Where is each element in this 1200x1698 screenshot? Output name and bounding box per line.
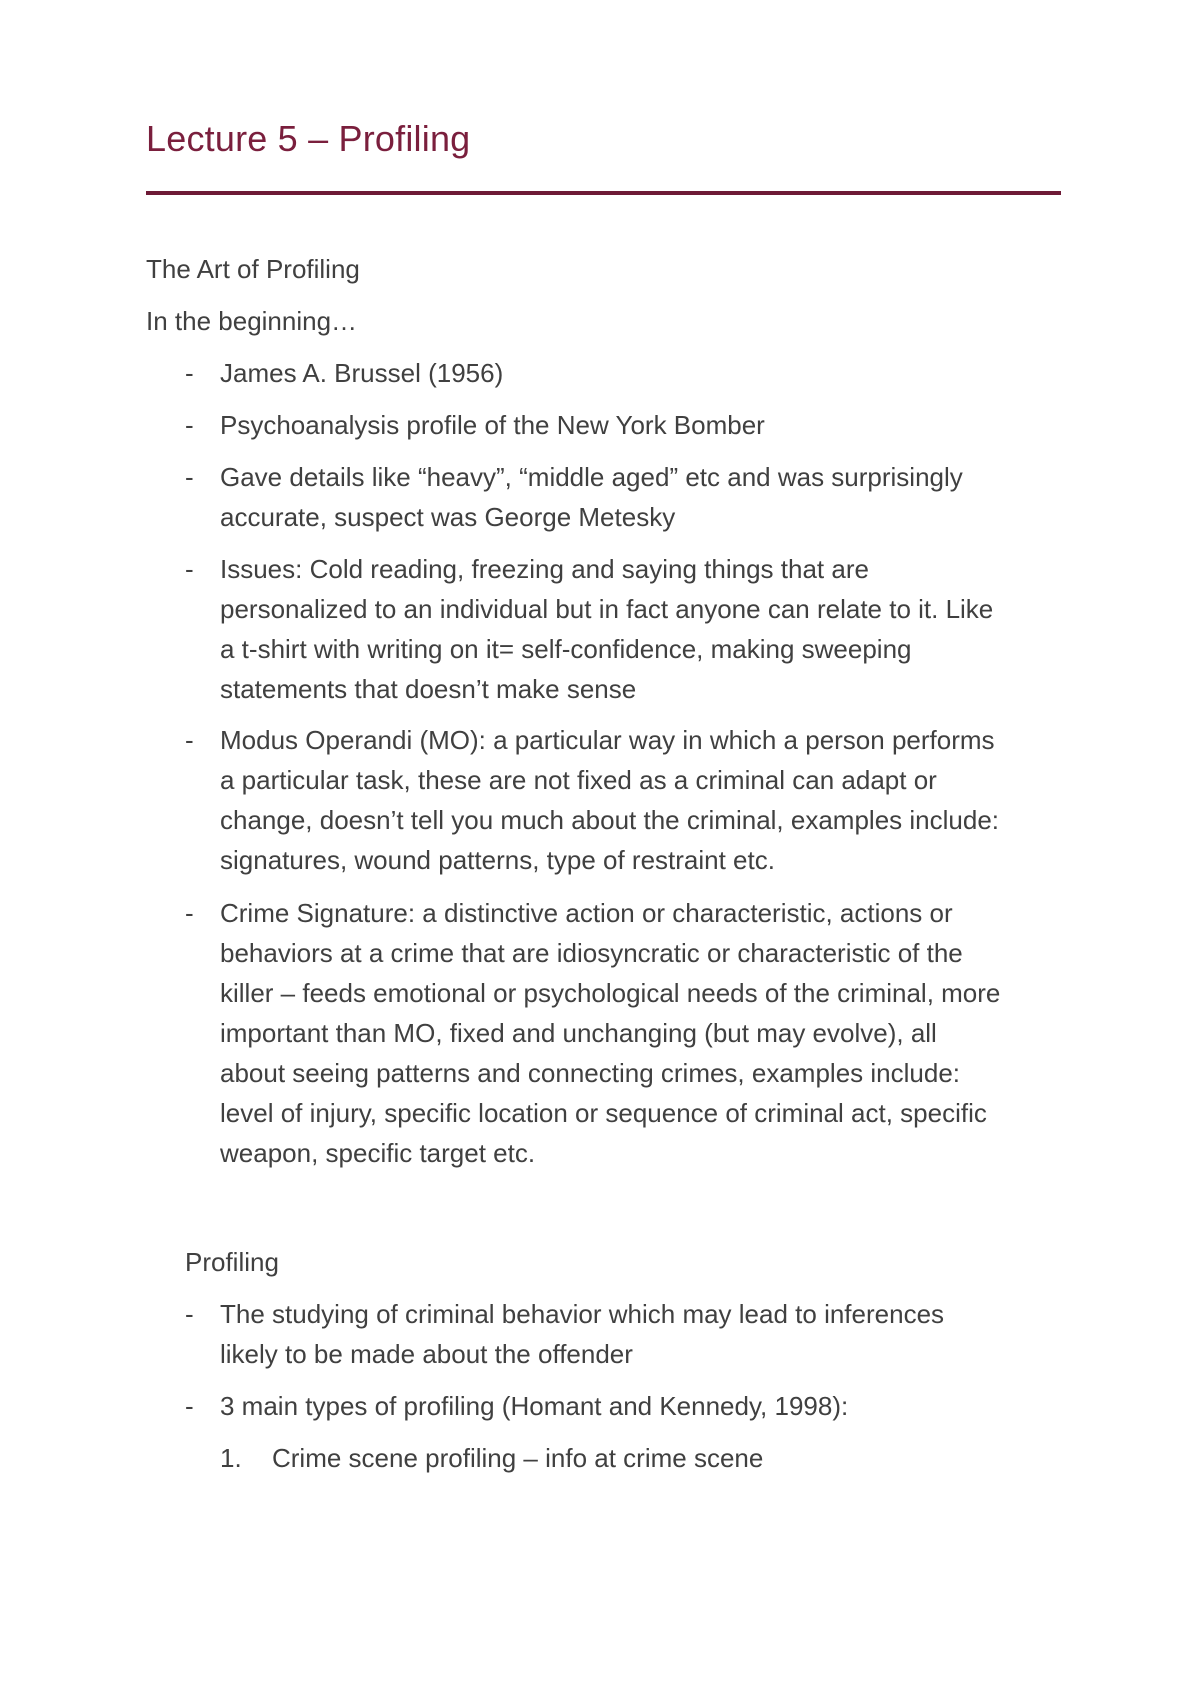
bullet-marker: -: [185, 410, 194, 440]
list-item: [220, 720, 1070, 880]
list-item-line: signatures, wound patterns, type of restraint etc.: [220, 845, 775, 875]
list-item-line: 3 main types of profiling (Homant and Kennedy, 1998):: [220, 1391, 849, 1421]
list-item-line: The studying of criminal behavior which may lead to inferences: [220, 1299, 945, 1329]
list-item-line: Psychoanalysis profile of the New York Bomber: [220, 410, 765, 440]
list-item: [220, 1386, 1070, 1426]
list-item-line: a t-shirt with writing on it= self-confidence, making sweeping: [220, 634, 912, 664]
list-item-line: Crime Signature: a distinctive action or characteristic, actions or: [220, 898, 953, 928]
list-item-line: Issues: Cold reading, freezing and saying things that are: [220, 554, 869, 584]
page-title: Lecture 5 – Profiling: [146, 118, 471, 159]
list-item-line: about seeing patterns and connecting crimes, examples include:: [220, 1058, 960, 1088]
numbered-item-label: 1.: [220, 1443, 242, 1473]
list-item-line: a particular task, these are not fixed as a criminal can adapt or: [220, 765, 937, 795]
bullet-marker: -: [185, 1391, 194, 1421]
bullet-marker: -: [185, 358, 194, 388]
list-item: [220, 893, 1070, 1173]
bullet-marker: -: [185, 554, 194, 584]
list-item: [220, 353, 1070, 393]
title-underline: [146, 191, 1061, 195]
list-item-line: killer – feeds emotional or psychological needs of the criminal, more: [220, 978, 1001, 1008]
list-item-line: weapon, specific target etc.: [220, 1138, 536, 1168]
list-item-line: Modus Operandi (MO): a particular way in which a person performs: [220, 725, 995, 755]
bullet-marker: -: [185, 725, 194, 755]
list-item: [220, 457, 1070, 537]
bullet-marker: -: [185, 1299, 194, 1329]
section-heading-profiling: Profiling: [185, 1247, 279, 1277]
list-item-line: statements that doesn’t make sense: [220, 674, 637, 704]
list-item: [220, 405, 1070, 445]
list-item-line: James A. Brussel (1956): [220, 358, 504, 388]
bullet-marker: -: [185, 898, 194, 928]
list-item-line: important than MO, fixed and unchanging (but may evolve), all: [220, 1018, 937, 1048]
bullet-marker: -: [185, 462, 194, 492]
list-item: [220, 549, 1070, 709]
list-item-line: likely to be made about the offender: [220, 1339, 633, 1369]
section-heading-art-of-profiling: The Art of Profiling: [146, 254, 360, 284]
list-item-line: Gave details like “heavy”, “middle aged” etc and was surprisingly: [220, 462, 963, 492]
section-subheading-beginning: In the beginning…: [146, 306, 358, 336]
list-item-line: change, doesn’t tell you much about the criminal, examples include:: [220, 805, 999, 835]
list-item-line: accurate, suspect was George Metesky: [220, 502, 676, 532]
numbered-item-text: Crime scene profiling – info at crime scene: [272, 1443, 764, 1473]
list-item-line: personalized to an individual but in fact anyone can relate to it. Like: [220, 594, 994, 624]
list-item-line: level of injury, specific location or sequence of criminal act, specific: [220, 1098, 987, 1128]
list-item: [220, 1294, 1070, 1374]
list-item-line: behaviors at a crime that are idiosyncratic or characteristic of the: [220, 938, 963, 968]
